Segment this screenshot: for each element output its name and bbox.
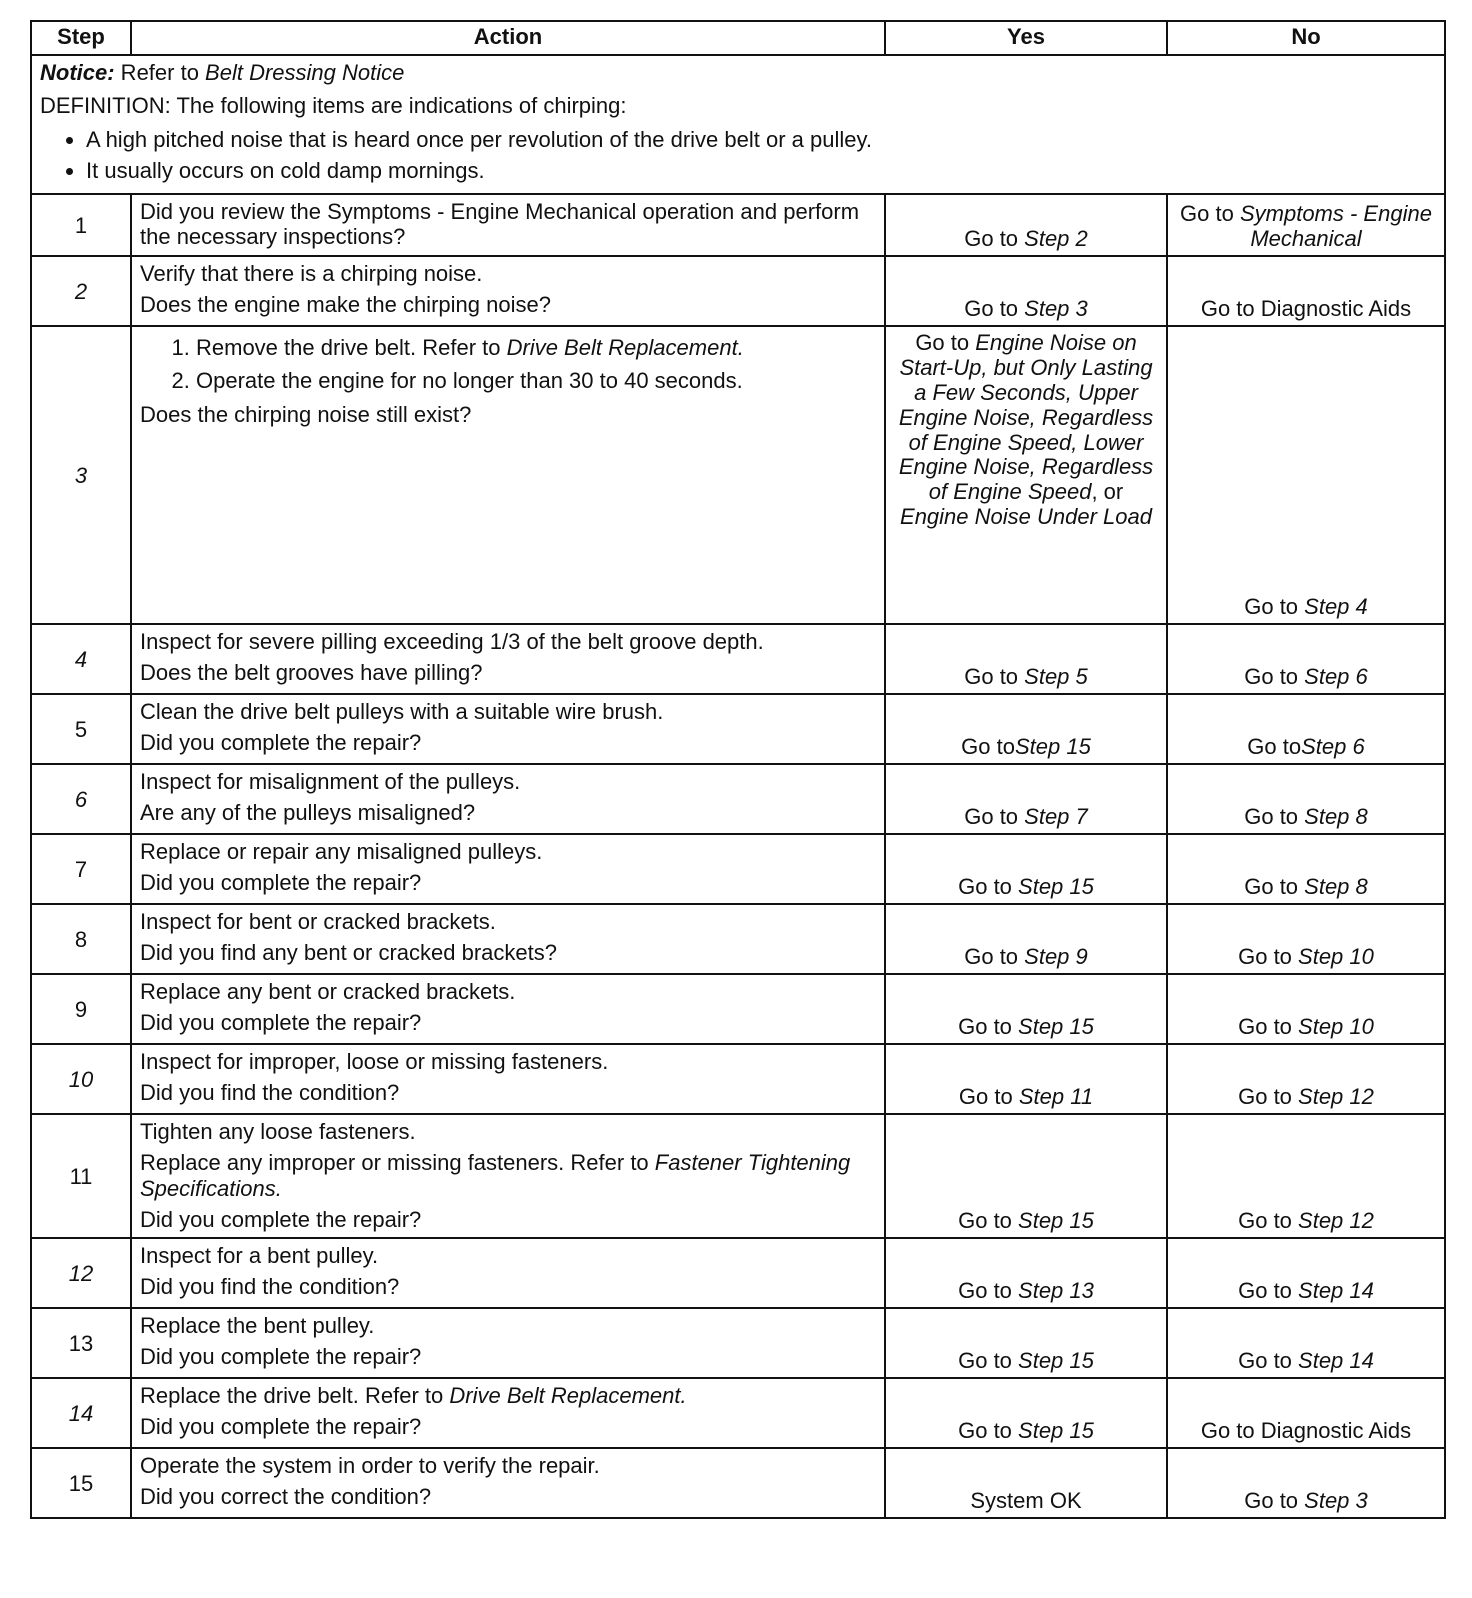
step-row	[31, 256, 1445, 326]
notice-label: Notice:	[40, 60, 115, 85]
definition-line: DEFINITION: The following items are indications of chirping:	[40, 93, 627, 119]
no-prefix: Go to	[1238, 1013, 1299, 1039]
no-cell	[1167, 1308, 1445, 1378]
yes-prefix: Go to	[964, 803, 1025, 829]
action-line: Replace any bent or cracked brackets.	[140, 979, 516, 1005]
action-cell	[131, 1044, 885, 1114]
action-line: Inspect for bent or cracked brackets.	[140, 909, 496, 935]
action-question: Did you complete the repair?	[140, 1010, 422, 1036]
action-question: Did you find the condition?	[140, 1274, 400, 1300]
action-question: Does the chirping noise still exist?	[140, 401, 472, 427]
action-cell	[131, 326, 885, 624]
no-cell	[1167, 834, 1445, 904]
action-question: Did you complete the repair?	[140, 1414, 422, 1440]
header-yes: Yes	[885, 21, 1167, 55]
no-cell	[1167, 256, 1445, 326]
no-cell	[1167, 974, 1445, 1044]
no-ref: Step 10	[1298, 943, 1374, 969]
no-prefix: Go to	[1238, 1083, 1299, 1109]
action-line: Replace or repair any misaligned pulleys.	[140, 839, 543, 865]
action-cell	[131, 624, 885, 694]
step-row	[31, 1448, 1445, 1518]
action-question: Did you complete the repair?	[140, 730, 422, 756]
step-row	[31, 194, 1445, 256]
yes-prefix: Go to	[958, 873, 1019, 899]
no-prefix: Go to	[1244, 873, 1305, 899]
no-cell	[1167, 1448, 1445, 1518]
no-cell	[1167, 694, 1445, 764]
step-row	[31, 326, 1445, 624]
no-prefix: Go to	[1244, 593, 1305, 619]
action-line: Clean the drive belt pulleys with a suitable wire brush.	[140, 699, 664, 725]
action-question: Does the belt grooves have pilling?	[140, 660, 483, 686]
no-prefix: Go to	[1238, 943, 1299, 969]
yes-ref: Step 11	[1018, 1083, 1094, 1109]
no-ref: Step 12	[1298, 1083, 1374, 1109]
definition-list	[40, 127, 1436, 184]
yes-prefix: Go to	[964, 943, 1025, 969]
step-number: 2	[31, 256, 131, 326]
yes-mid: , or	[1091, 479, 1124, 505]
action-line: Tighten any loose fasteners.	[140, 1119, 416, 1145]
yes-ref: Step 3	[1024, 295, 1088, 321]
step-number: 3	[31, 326, 131, 624]
yes-cell	[885, 194, 1167, 256]
step-number: 11	[31, 1114, 131, 1238]
yes-prefix: Go to	[958, 1207, 1019, 1233]
step-row	[31, 1308, 1445, 1378]
step-number: 7	[31, 834, 131, 904]
notice-cell	[31, 55, 1445, 194]
yes-cell	[885, 624, 1167, 694]
no-ref: Step 12	[1298, 1207, 1374, 1233]
yes-cell	[885, 834, 1167, 904]
no-prefix: Go to Diagnostic Aids	[1200, 295, 1412, 321]
no-cell	[1167, 904, 1445, 974]
header-action: Action	[131, 21, 885, 55]
no-cell	[1167, 764, 1445, 834]
action-step-item: 2. Operate the engine for no longer than 30 to 40 seconds.	[196, 368, 876, 393]
yes-prefix: Go to	[958, 1083, 1019, 1109]
no-prefix: Go to Diagnostic Aids	[1200, 1417, 1412, 1443]
header-row	[31, 21, 1445, 55]
action-steps-list	[140, 335, 876, 394]
step-number: 9	[31, 974, 131, 1044]
no-ref: Step 8	[1304, 873, 1368, 899]
action-step-item	[196, 335, 876, 360]
yes-ref: Step 5	[1024, 663, 1088, 689]
step-number: 13	[31, 1308, 131, 1378]
action-line: Replace the bent pulley.	[140, 1313, 375, 1339]
no-prefix: Go to	[1238, 1347, 1299, 1373]
step-row	[31, 694, 1445, 764]
yes-ref: Engine Noise on Start-Up, but Only Lasting a Few Seconds, Upper Engine Noise, Regardless of Engine Speed, Lower Engine Noise, Regardless of Engine Speed	[898, 330, 1154, 505]
no-prefix: Go to	[1244, 1487, 1305, 1513]
action-step-ref: Drive Belt Replacement.	[506, 335, 744, 361]
yes-ref: Step 13	[1018, 1277, 1094, 1303]
yes-ref-2: Engine Noise Under Load	[900, 504, 1152, 530]
action-text: Replace any improper or missing fasteners. Refer to	[140, 1150, 655, 1176]
yes-cell	[885, 1114, 1167, 1238]
no-prefix: Go to	[1247, 733, 1302, 759]
step-row	[31, 1044, 1445, 1114]
action-question: Did you complete the repair?	[140, 870, 422, 896]
step-number: 8	[31, 904, 131, 974]
yes-prefix: Go to	[961, 733, 1015, 759]
action-line	[140, 1383, 876, 1408]
yes-prefix: Go to	[958, 1013, 1019, 1039]
header-step: Step	[31, 21, 131, 55]
yes-ref: Step 9	[1024, 943, 1088, 969]
yes-ref: Step 7	[1024, 803, 1088, 829]
action-ref: Drive Belt Replacement.	[449, 1383, 687, 1409]
no-ref: Symptoms - Engine Mechanical	[1239, 200, 1432, 251]
action-ref: Fastener Tightening Specifications.	[140, 1150, 851, 1201]
action-cell	[131, 256, 885, 326]
no-ref: Step 6	[1304, 663, 1368, 689]
header-no: No	[1167, 21, 1445, 55]
action-line: Verify that there is a chirping noise.	[140, 261, 483, 287]
no-cell	[1167, 326, 1445, 624]
no-cell	[1167, 1114, 1445, 1238]
notice-text: Refer to	[114, 60, 206, 85]
yes-ref: Step 15	[1018, 873, 1094, 899]
yes-cell	[885, 1378, 1167, 1448]
yes-ref: Step 2	[1024, 225, 1088, 251]
action-cell	[131, 1238, 885, 1308]
action-question: Did you find any bent or cracked brackets?	[140, 940, 558, 966]
yes-prefix: Go to	[964, 295, 1025, 321]
step-number: 10	[31, 1044, 131, 1114]
yes-prefix: Go to	[958, 1347, 1019, 1373]
step-number: 14	[31, 1378, 131, 1448]
action-line: Inspect for misalignment of the pulleys.	[140, 769, 521, 795]
step-number: 1	[31, 194, 131, 256]
action-line	[140, 1150, 876, 1201]
step-row	[31, 834, 1445, 904]
no-cell	[1167, 1044, 1445, 1114]
step-row	[31, 624, 1445, 694]
action-line: Operate the system in order to verify the repair.	[140, 1453, 600, 1479]
action-question: Did you complete the repair?	[140, 1344, 422, 1370]
definition-bullet: • A high pitched noise that is heard once per revolution of the drive belt or a pulley.	[86, 127, 1436, 152]
step-number: 4	[31, 624, 131, 694]
no-ref: Step 3	[1304, 1487, 1368, 1513]
yes-ref: Step 15	[1018, 1347, 1094, 1373]
yes-cell	[885, 764, 1167, 834]
yes-cell	[885, 1308, 1167, 1378]
yes-prefix: Go to	[958, 1277, 1019, 1303]
action-step-text: Remove the drive belt. Refer to	[196, 335, 507, 361]
action-cell	[131, 1378, 885, 1448]
yes-cell	[885, 904, 1167, 974]
action-cell	[131, 1448, 885, 1518]
action-line: Inspect for a bent pulley.	[140, 1243, 379, 1269]
yes-prefix: Go to	[964, 663, 1025, 689]
notice-ref: Belt Dressing Notice	[205, 60, 405, 85]
definition-bullet: • It usually occurs on cold damp mornings.	[86, 158, 1436, 183]
action-cell	[131, 1308, 885, 1378]
yes-ref: Step 15	[1018, 1013, 1094, 1039]
no-cell	[1167, 194, 1445, 256]
action-line: Inspect for severe pilling exceeding 1/3 of the belt groove depth.	[140, 629, 764, 655]
yes-cell	[885, 1044, 1167, 1114]
yes-ref: Step 15	[1018, 1417, 1094, 1443]
action-question: Does the engine make the chirping noise?	[140, 292, 551, 318]
yes-cell	[885, 1238, 1167, 1308]
yes-cell	[885, 694, 1167, 764]
step-row	[31, 1378, 1445, 1448]
step-number: 15	[31, 1448, 131, 1518]
action-line: Inspect for improper, loose or missing fasteners.	[140, 1049, 609, 1075]
no-ref: Step 10	[1298, 1013, 1374, 1039]
action-cell	[131, 904, 885, 974]
yes-prefix: Go to	[958, 1417, 1019, 1443]
action-text: Replace the drive belt. Refer to	[140, 1383, 450, 1409]
diagnostic-table	[30, 20, 1446, 1519]
no-prefix: Go to	[1238, 1277, 1299, 1303]
no-prefix: Go to	[1238, 1207, 1299, 1233]
action-cell	[131, 834, 885, 904]
action-question: Are any of the pulleys misaligned?	[140, 800, 476, 826]
notice-row	[31, 55, 1445, 194]
action-question: Did you correct the condition?	[140, 1484, 432, 1510]
yes-cell	[885, 1448, 1167, 1518]
no-prefix: Go to	[1244, 663, 1305, 689]
step-row	[31, 1114, 1445, 1238]
no-ref: Step 14	[1298, 1277, 1374, 1303]
yes-cell	[885, 974, 1167, 1044]
step-row	[31, 764, 1445, 834]
action-cell	[131, 974, 885, 1044]
no-cell	[1167, 624, 1445, 694]
action-question: Did you complete the repair?	[140, 1207, 422, 1233]
no-prefix: Go to	[1180, 200, 1240, 226]
yes-ref: Step 15	[1014, 733, 1091, 759]
yes-prefix: System OK	[970, 1487, 1082, 1513]
action-question: Did you find the condition?	[140, 1080, 400, 1106]
notice-line	[40, 60, 1436, 85]
action-line: Did you review the Symptoms - Engine Mechanical operation and perform the necessary inspections?	[140, 199, 860, 250]
action-cell	[131, 764, 885, 834]
yes-prefix: Go to	[964, 225, 1025, 251]
no-prefix: Go to	[1244, 803, 1305, 829]
step-row	[31, 1238, 1445, 1308]
action-cell	[131, 194, 885, 256]
yes-ref: Step 15	[1018, 1207, 1094, 1233]
no-ref: Step 6	[1301, 733, 1365, 759]
step-number: 5	[31, 694, 131, 764]
no-ref: Step 14	[1298, 1347, 1374, 1373]
yes-cell	[885, 256, 1167, 326]
no-ref: Step 8	[1304, 803, 1368, 829]
yes-cell	[885, 326, 1167, 624]
no-cell	[1167, 1378, 1445, 1448]
step-number: 6	[31, 764, 131, 834]
step-row	[31, 904, 1445, 974]
action-cell	[131, 1114, 885, 1238]
step-row	[31, 974, 1445, 1044]
step-number: 12	[31, 1238, 131, 1308]
no-cell	[1167, 1238, 1445, 1308]
no-ref: Step 4	[1304, 593, 1368, 619]
yes-prefix: Go to	[915, 330, 976, 356]
action-cell	[131, 694, 885, 764]
